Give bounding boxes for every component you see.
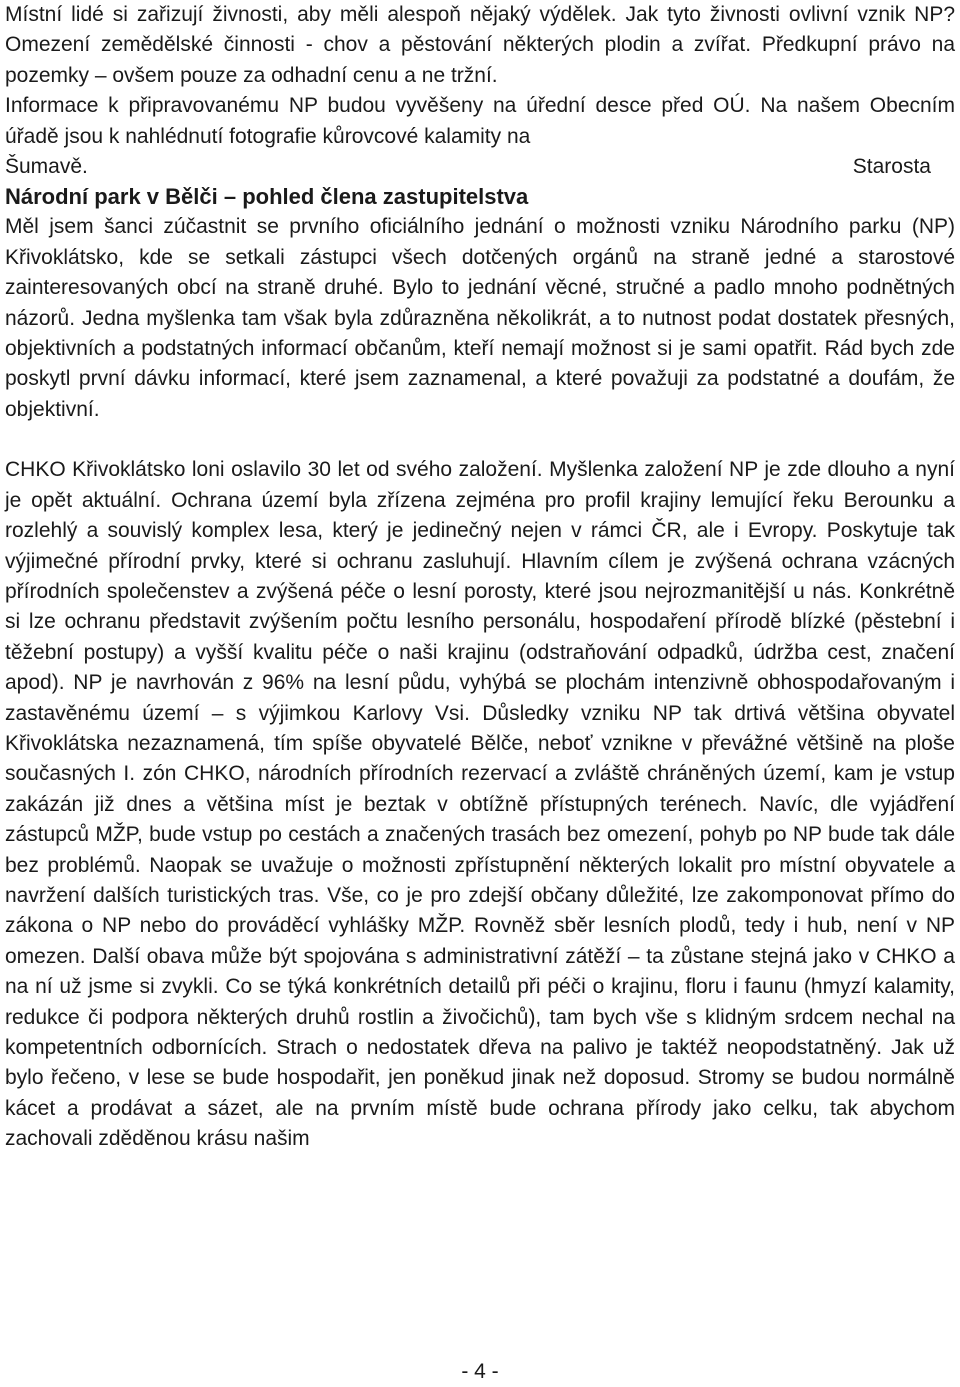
intro-paragraph: Místní lidé si zařizují živnosti, aby měli alespoň nějaký výdělek. Jak tyto živnosti ovlivní vznik NP? Omezení zemědělské činnosti - chov a pěstování některých plodin a zvířat. Předkupní právo na pozemky – ovšem pouze za odhadní cenu a ne tržní. — [5, 3, 955, 87]
document-page — [5, 0, 955, 1155]
article-paragraph-2: CHKO Křivoklátsko loni oslavilo 30 let od svého založení. Myšlenka založení NP je zde dlouho a nyní je opět aktuální. Ochrana území byla zřízena zejména pro profil krajiny lemující řeku Berounku a rozlehlý a souvislý komplex lesa, který je jedinečný nejen v rámci ČR, ale i Evropy. Poskytuje tak výjimečné přírodní prvky, které si ochranu zasluhují. Hlavním cílem je zvýšená ochrana vzácných přírodních společenstev a zvýšená péče o lesní porosty, které jsou nejrozmanitější u nás. Konkrétně si lze ochranu představit zvýšením počtu lesního personálu, hospodaření přírodě blízké (pěstební i těžební postupy) a vyšší kvalitu péče o naši krajinu (odstraňování odpadků, údržba cest, značení apod). NP je navrhován z 96% na lesní půdu, vyhýbá se plochám intenzivně obhospodařovaným i zastavěnému území – s výjimkou Karlovy Vsi. Důsledky vzniku NP tak drtivá většina obyvatel Křivoklátska nezaznamená, tím spíše obyvatelé Bělče, neboť vznikne v převážné většině na ploše současných I. zón CHKO, národních přírodních rezervací a zvláště chráněných území, kam je vstup zakázán již dnes a většina míst je beztak v obtížně přístupných terénech. Navíc, dle vyjádření zástupců MŽP, bude vstup po cestách a značených trasách bez omezení, pohyb po NP bude tak dále bez problémů. Naopak se uvažuje o možnosti zpřístupnění některých lokalit pro místní obyvatele a navržení dalších turistických tras. Vše, co je pro zdejší občany důležité, lze zakomponovat přímo do zákona o NP nebo do prováděcí vyhlášky MŽP. Rovněž sběr lesních plodů, tedy i hub, není v NP omezen. Další obava může být spojována s administrativní zátěží – ta zůstane stejná jako v CHKO a na ní už jsme si zvykli. Co se týká konkrétních detailů při péči o krajinu, floru i faunu (hmyzí kalamity, redukce či podpora některých druhů rostlin a živočichů), tam bych vše s klidným srdcem nechal na kompetentních odbornících. Strach o nedostatek dřeva na palivo je taktéž neopodstatněný. Jak už bylo řečeno, v lese se bude hospodařit, jen poněkud jinak než doposud. Stromy se budou normálně kácet a prodávat a sázet, ale na prvním místě bude ochrana přírody jako celku, tak abychom zachovali zděděnou krásu našim — [5, 458, 955, 1151]
signature: Starosta — [852, 155, 931, 179]
notice-paragraph: Informace k připravovanému NP budou vyvěšeny na úřední desce před OÚ. Na našem Obecním úřadě jsou k nahlédnutí fotografie kůrovcové kalamity na — [5, 94, 955, 148]
page-number: - 4 - — [461, 1360, 499, 1383]
article-paragraph-1: Měl jsem šanci zúčastnit se prvního oficiálního jednání o možnosti vzniku Národního parku (NP) Křivoklátsko, kde se setkali zástupci všech dotčených orgánů na straně jedné a starostové zainteresovaných obcí na straně druhé. Bylo to jednání věcné, stručné a padlo mnoho podnětných názorů. Jedna myšlenka tam však byla zdůrazněna několikrát, a to nutnost podat dostatek přesných, objektivních a podstatných informací občanům, kteří nemají možnost si je sami opatřit. Rád bych zde poskytl první dávku informací, které jsem zaznamenal, a které považuji za podstatné a doufám, že objektivní. — [5, 215, 955, 421]
notice-closing-line — [5, 152, 955, 182]
notice-end: Šumavě. — [5, 155, 88, 179]
article-heading: Národní park v Bělči – pohled člena zastupitelstva — [5, 184, 529, 210]
paragraph-gap — [5, 425, 955, 455]
